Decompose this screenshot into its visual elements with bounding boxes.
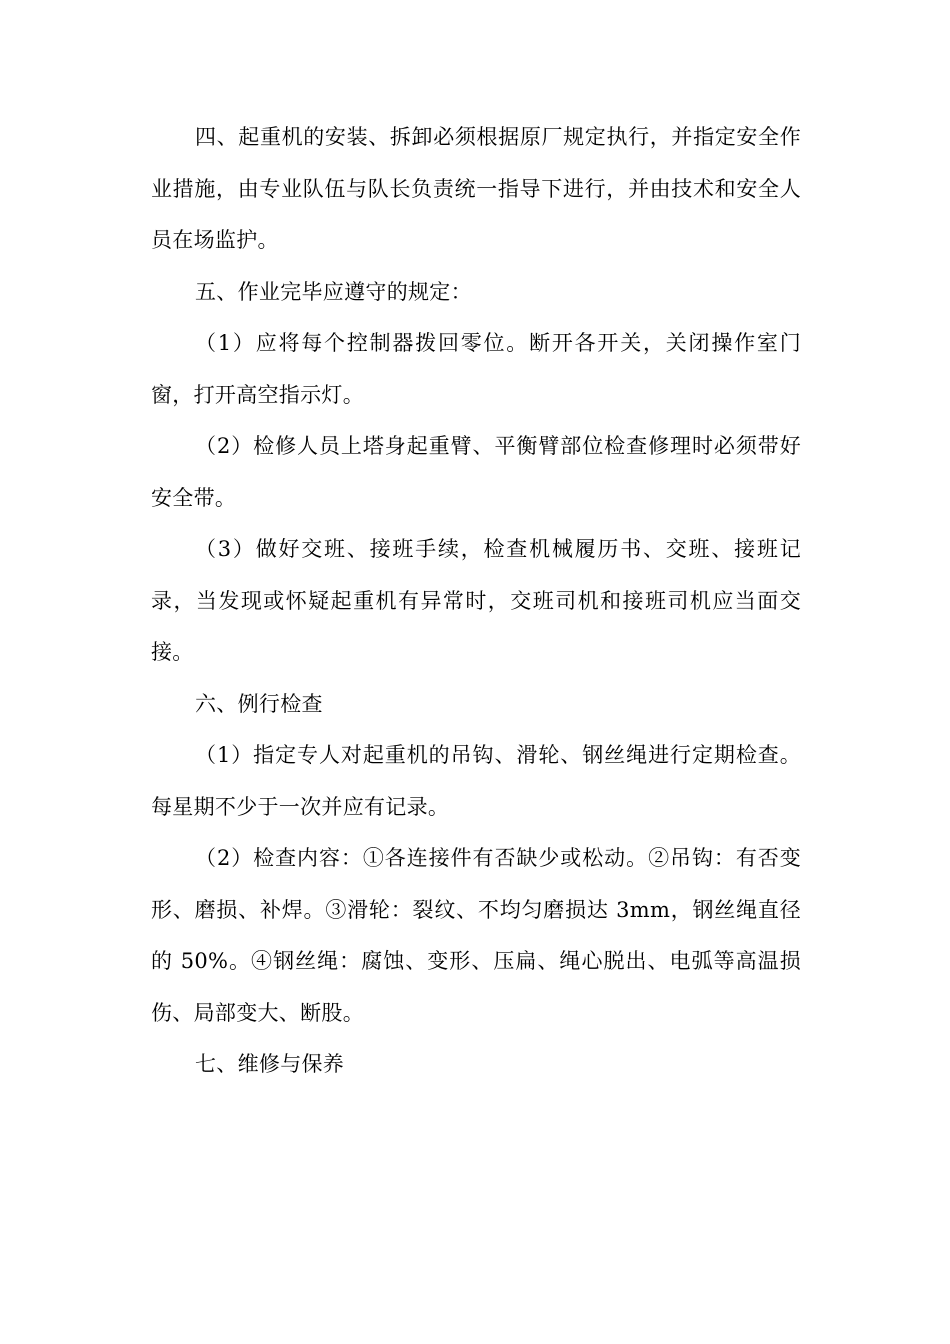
heading-section-7: 七、维修与保养 bbox=[195, 1052, 345, 1076]
heading-section-6: 六、例行检查 bbox=[195, 691, 323, 716]
document-body bbox=[151, 112, 801, 1091]
paragraph-item-5-1: （1）应将每个控制器拨回零位。断开各开关，关闭操作室门窗，打开高空指示灯。 bbox=[151, 331, 801, 407]
paragraph-item-5-3: （3）做好交班、接班手续，检查机械履历书、交班、接班记录，当发现或怀疑起重机有异常时，交班司机和接班司机应当面交接。 bbox=[151, 537, 801, 664]
paragraph-section-4: 四、起重机的安装、拆卸必须根据原厂规定执行，并指定安全作业措施，由专业队伍与队长负责统一指导下进行，并由技术和安全人员在场监护。 bbox=[151, 125, 801, 252]
paragraph-item-6-2: （2）检查内容：①各连接件有否缺少或松动。②吊钩：有否变形、磨损、补焊。③滑轮：裂纹、不均匀磨损达 3mm，钢丝绳直径的 50%。④钢丝绳：腐蚀、变形、压扁、绳心脱出、电弧等高温损伤、局部变大、断股。 bbox=[151, 846, 801, 1025]
heading-section-5: 五、作业完毕应遵守的规定： bbox=[195, 279, 472, 304]
paragraph-item-5-2: （2）检修人员上塔身起重臂、平衡臂部位检查修理时必须带好安全带。 bbox=[151, 434, 801, 510]
paragraph-item-6-1: （1）指定专人对起重机的吊钩、滑轮、钢丝绳进行定期检查。每星期不少于一次并应有记录。 bbox=[151, 743, 801, 819]
